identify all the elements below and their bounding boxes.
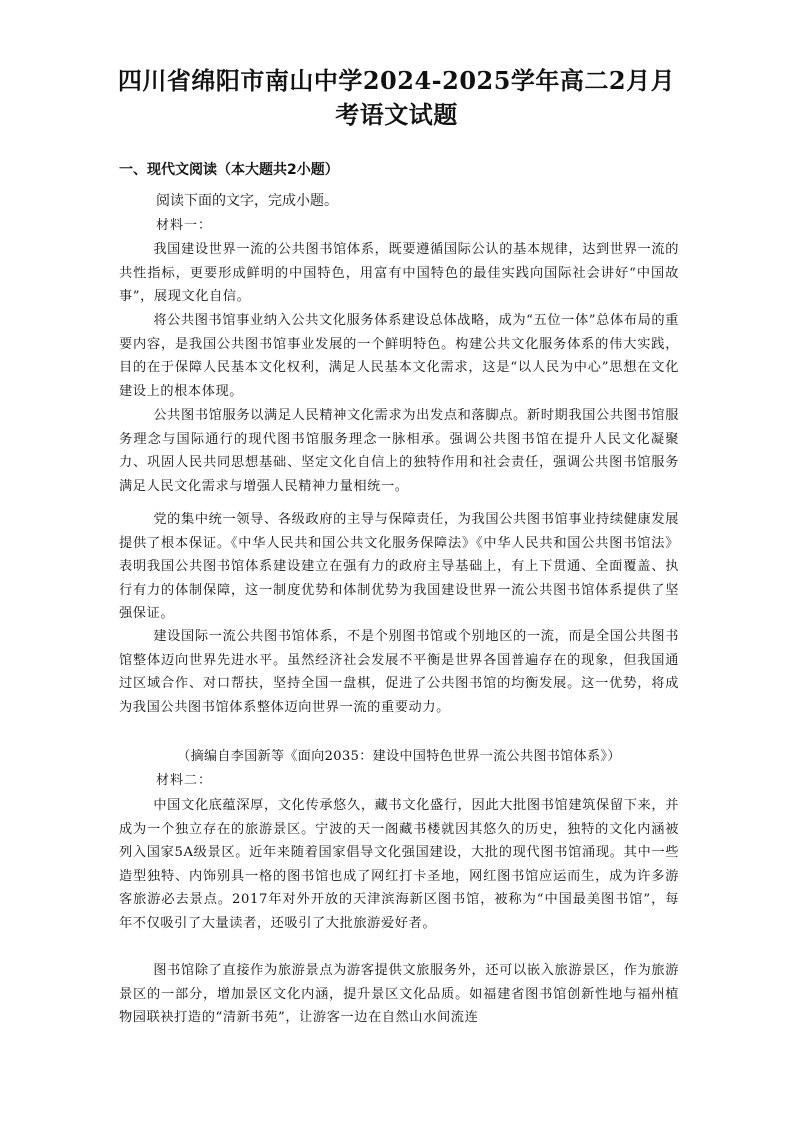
- section-heading: 一、现代文阅读（本大题共2小题）: [119, 162, 339, 178]
- material-two-paragraph-1: 中国文化底蕴深厚，文化传承悠久，藏书文化盛行，因此大批图书馆建筑保留下来，并成为一个独立存在的旅游景区。宁波的天一阁藏书楼就因其悠久的历史，独特的文化内涵被列入国家5A级景区。近年来随着国家倡导文化强国建设，大批的现代图书馆涌现。其中一些造型独特、内饰别具一格的图书馆也成了网红打卡圣地，网红图书馆应运而生，成为许多游客旅游必去景点。2017年对外开放的天津滨海新区图书馆，被称为“中国最美图书馆”，每年不仅吸引了大量读者，还吸引了大批旅游爱好者。: [119, 798, 679, 931]
- material-one-citation: （摘编自李国新等《面向2035：建设中国特色世界一流公共图书馆体系》）: [177, 749, 621, 764]
- reading-instruction: 阅读下面的文字，完成小题。: [156, 193, 338, 209]
- material-one-paragraph-4: 党的集中统一领导、各级政府的主导与保障责任，为我国公共图书馆事业持续健康发展提供了根本保证。《中华人民共和国公共文化服务保障法》《中华人民共和国公共图书馆法》表明我国公共图书馆体系建设建立在强有力的政府主导基础上，有上下贯通、全面覆盖、执行有力的体制保障，这一制度优势和体制优势为我国建设世界一流公共图书馆体系提供了坚强保证。: [119, 512, 679, 621]
- material-two-label: 材料二：: [156, 773, 213, 788]
- page-title: 四川省绵阳市南山中学2024-2025学年高二2月月考语文试题: [117, 66, 676, 129]
- material-one-paragraph-3: 公共图书馆服务以满足人民精神文化需求为出发点和落脚点。新时期我国公共图书馆服务理念与国际通行的现代图书馆服务理念一脉相承。强调公共图书馆在提升人民文化凝聚力、巩固人民共同思想基础、坚定文化自信上的独特作用和社会责任，强调公共图书馆服务满足人民文化需求与增强人民精神力量相统一。: [119, 408, 679, 494]
- material-one-paragraph-1: 我国建设世界一流的公共图书馆体系，既要遵循国际公认的基本规律，达到世界一流的共性指标，更要形成鲜明的中国特色，用富有中国特色的最佳实践向国际社会讲好“中国故事”，展现文化自信。: [119, 242, 679, 304]
- material-one-paragraph-2: 将公共图书馆事业纳入公共文化服务体系建设总体战略，成为“五位一体”总体布局的重要内容，是我国公共图书馆事业发展的一个鲜明特色。构建公共文化服务体系的伟大实践，目的在于保障人民基本文化权利，满足人民基本文化需求，这是“以人民为中心”思想在文化建设上的根本体现。: [119, 313, 679, 399]
- material-one-label: 材料一：: [156, 218, 213, 233]
- material-two-paragraph-2: 图书馆除了直接作为旅游景点为游客提供文旅服务外，还可以嵌入旅游景区，作为旅游景区的一部分，增加景区文化内涵，提升景区文化品质。如福建省图书馆创新性地与福州植物园联袂打造的“清新书苑”，让游客一边在自然山水间流连: [119, 963, 679, 1025]
- material-one-paragraph-5: 建设国际一流公共图书馆体系，不是个别图书馆或个别地区的一流，而是全国公共图书馆整体迈向世界先进水平。虽然经济社会发展不平衡是世界各国普遍存在的现象，但我国通过区域合作、对口帮扶，坚持全国一盘棋，促进了公共图书馆的均衡发展。这一优势，将成为我国公共图书馆体系整体迈向世界一流的重要动力。: [119, 629, 679, 715]
